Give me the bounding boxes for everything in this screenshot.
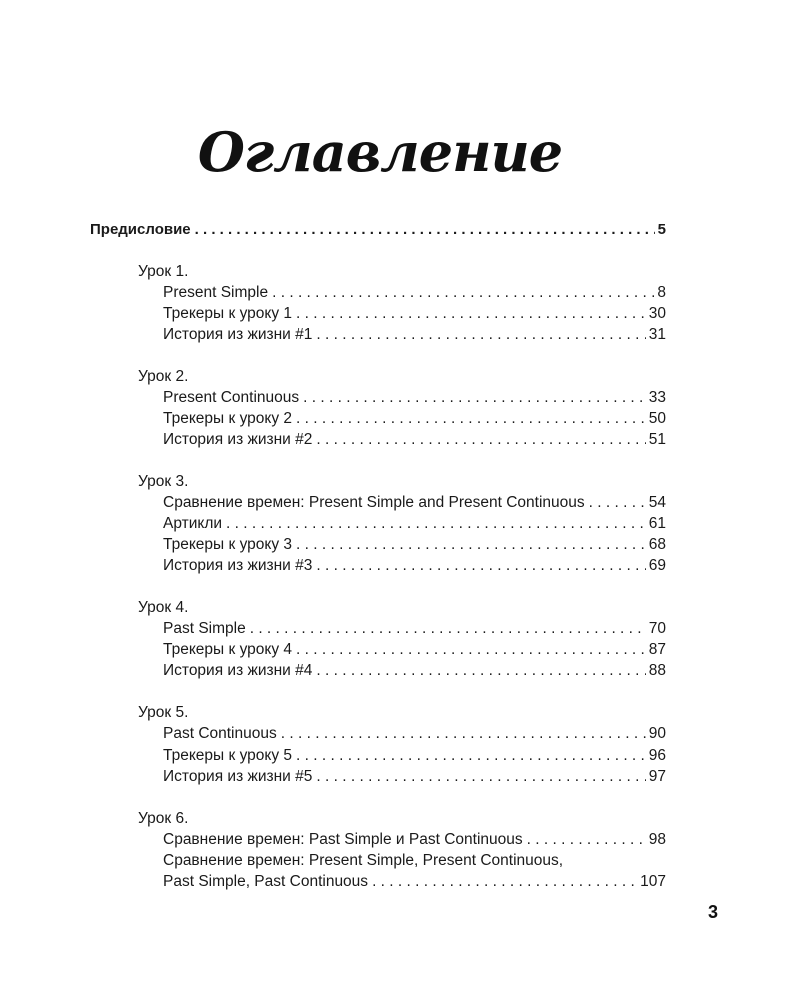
- toc-entry[interactable]: [163, 639, 666, 660]
- toc-entry-page: 51: [648, 431, 666, 448]
- dot-leader: [296, 408, 646, 429]
- toc-entry-page: 98: [648, 831, 666, 848]
- toc-entry-label: Past Simple: [163, 620, 246, 637]
- toc-entry-page: 88: [648, 662, 666, 679]
- toc-entry[interactable]: [163, 282, 666, 303]
- toc-entry-page: 5: [657, 221, 666, 238]
- dot-leader: [296, 745, 646, 766]
- dot-leader: [527, 829, 646, 850]
- toc-entry-page: 54: [648, 494, 666, 511]
- toc-entry-label: История из жизни #3: [163, 557, 313, 574]
- dot-leader: [316, 555, 645, 576]
- toc-entry-label: Предисловие: [90, 221, 191, 238]
- toc-entry-page: 87: [648, 641, 666, 658]
- toc-entry[interactable]: [163, 871, 666, 892]
- toc-entry-label-line1[interactable]: Сравнение времен: Present Simple, Present Continuous,: [163, 852, 564, 869]
- toc-entry-page: 30: [648, 305, 666, 322]
- toc-entry[interactable]: [163, 387, 666, 408]
- toc-entry[interactable]: [163, 429, 666, 450]
- dot-leader: [281, 723, 646, 744]
- dot-leader: [316, 324, 645, 345]
- dot-leader: [296, 534, 646, 555]
- toc-entry-label: Present Simple: [163, 284, 269, 301]
- toc-entry-label: История из жизни #4: [163, 662, 313, 679]
- toc-entry-preface[interactable]: [90, 219, 666, 240]
- toc-entry-page: 90: [648, 725, 666, 742]
- dot-leader: [316, 660, 645, 681]
- toc-entry[interactable]: [163, 513, 666, 534]
- dot-leader: [226, 513, 646, 534]
- page-title: Оглавление: [197, 120, 563, 184]
- toc-entry[interactable]: [163, 324, 666, 345]
- dot-leader: [372, 871, 637, 892]
- dot-leader: [195, 219, 655, 240]
- lesson-heading: Урок 3.: [138, 473, 189, 490]
- toc-entry-label: История из жизни #2: [163, 431, 313, 448]
- toc-entry-page: 50: [648, 410, 666, 427]
- toc-entry-label: История из жизни #5: [163, 768, 313, 785]
- dot-leader: [296, 303, 646, 324]
- toc-entry-page: 33: [648, 389, 666, 406]
- toc-entry-label: Сравнение времен: Present Simple and Present Continuous: [163, 494, 585, 511]
- dot-leader: [303, 387, 646, 408]
- toc-entry[interactable]: [163, 829, 666, 850]
- toc-entry-label: Артикли: [163, 515, 223, 532]
- toc-entry-label: Сравнение времен: Past Simple и Past Continuous: [163, 831, 523, 848]
- page-number: 3: [707, 902, 718, 922]
- dot-leader: [250, 618, 646, 639]
- toc-entry[interactable]: [163, 408, 666, 429]
- dot-leader: [316, 429, 645, 450]
- toc-entry-page: 8: [657, 284, 666, 301]
- toc-entry-label: Трекеры к уроку 1: [163, 305, 293, 322]
- toc-entry-page: 68: [648, 536, 666, 553]
- toc-entry-page: 70: [648, 620, 666, 637]
- lesson-heading: Урок 1.: [138, 263, 189, 280]
- toc-entry-page: 31: [648, 326, 666, 343]
- toc-entry[interactable]: [163, 303, 666, 324]
- toc-entry[interactable]: [163, 660, 666, 681]
- toc-entry-label: История из жизни #1: [163, 326, 313, 343]
- toc-entry-page: 96: [648, 747, 666, 764]
- toc-entry-page: 97: [648, 768, 666, 785]
- lesson-heading: Урок 5.: [138, 704, 189, 721]
- toc-entry-label: Трекеры к уроку 2: [163, 410, 293, 427]
- toc-entry[interactable]: [163, 492, 666, 513]
- toc-entry-page: 61: [648, 515, 666, 532]
- lesson-heading: Урок 4.: [138, 599, 189, 616]
- toc-entry[interactable]: [163, 534, 666, 555]
- dot-leader: [272, 282, 654, 303]
- toc-entry[interactable]: [163, 618, 666, 639]
- dot-leader: [316, 766, 645, 787]
- toc-entry-page: 107: [640, 873, 666, 890]
- dot-leader: [589, 492, 646, 513]
- toc-entry[interactable]: [163, 766, 666, 787]
- toc-entry-label: Трекеры к уроку 4: [163, 641, 293, 658]
- toc-entry-page: 69: [648, 557, 666, 574]
- dot-leader: [296, 639, 646, 660]
- toc-entry-label: Past Simple, Past Continuous: [163, 873, 369, 890]
- lesson-heading: Урок 6.: [138, 810, 189, 827]
- toc-entry-label: Трекеры к уроку 3: [163, 536, 293, 553]
- toc-entry-label: Present Continuous: [163, 389, 300, 406]
- toc-entry-label: Трекеры к уроку 5: [163, 747, 293, 764]
- toc-entry[interactable]: [163, 555, 666, 576]
- toc-entry[interactable]: [163, 723, 666, 744]
- toc-entry-label: Past Continuous: [163, 725, 277, 742]
- toc-entry[interactable]: [163, 745, 666, 766]
- lesson-heading: Урок 2.: [138, 368, 189, 385]
